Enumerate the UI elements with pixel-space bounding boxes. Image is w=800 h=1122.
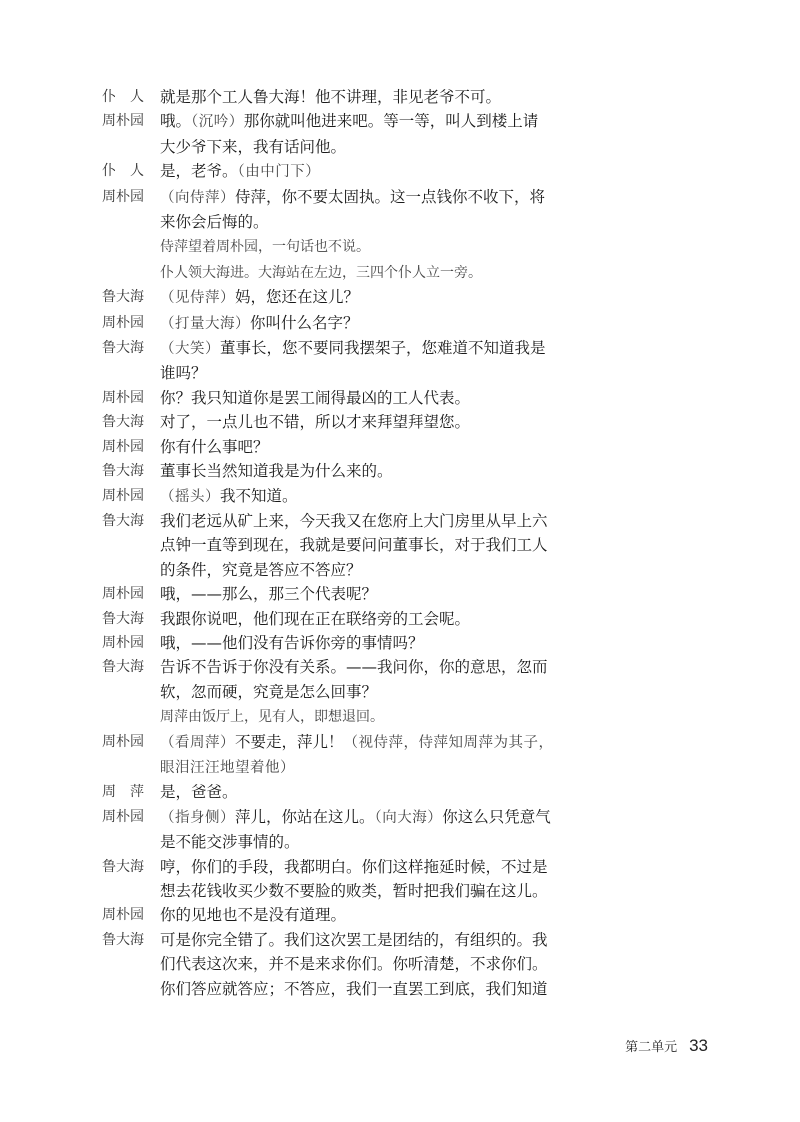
line-text <box>160 509 662 533</box>
speaker-name: 鲁大海 <box>102 610 144 627</box>
script-line <box>102 780 662 804</box>
speaker-name: 周朴园 <box>102 586 144 603</box>
line-text <box>160 311 662 336</box>
script-line <box>102 260 662 285</box>
script-line <box>102 558 662 582</box>
line-text <box>160 582 662 606</box>
script-line <box>102 952 662 976</box>
page-footer <box>625 1036 708 1056</box>
dialogue-text: 你？我只知道你是罢工闹得最凶的工人代表。 <box>160 388 471 407</box>
script-line <box>102 234 662 259</box>
line-text <box>160 655 662 679</box>
line-text <box>160 459 662 483</box>
dialogue-text: 对了，一点儿也不错，所以才来拜望拜望您。 <box>160 413 471 432</box>
dialogue-text: 哦，——他们没有告诉你旁的事情吗？ <box>160 633 424 652</box>
dialogue-text: 点钟一直等到现在，我就是要问问董事长，对于我们工人 <box>160 536 548 555</box>
dialogue-text: 们代表这次来，并不是来求你们。你听清楚，不求你们。 <box>160 955 548 974</box>
script-line <box>102 386 662 410</box>
dialogue-text: 谁吗？ <box>160 364 207 383</box>
script-line <box>102 210 662 234</box>
speaker-name: 周朴园 <box>102 389 144 406</box>
line-text <box>160 928 662 952</box>
line-text <box>160 805 662 830</box>
script-line <box>102 704 662 729</box>
script-line <box>102 879 662 903</box>
page-number: 33 <box>689 1036 708 1055</box>
speaker-name: 鲁大海 <box>102 463 144 480</box>
stage-direction: （向大海） <box>374 809 443 826</box>
script-line <box>102 361 662 385</box>
stage-direction: 侍萍望着周朴园，一句话也不说。 <box>160 239 370 256</box>
line-text <box>160 780 662 804</box>
dialogue-text: 是，老爷。 <box>160 162 238 181</box>
dialogue-text: 是不能交涉事情的。 <box>160 833 300 852</box>
script-line <box>102 805 662 830</box>
dialogue-text: 想去花钱收买少数不要脸的败类，暂时把我们骗在这儿。 <box>160 882 548 900</box>
script-line <box>102 582 662 606</box>
line-text <box>160 484 662 509</box>
script-line <box>102 855 662 879</box>
stage-direction: （打量大海） <box>160 315 250 332</box>
dialogue-text: 你的见地也不是没有道理。 <box>160 906 347 925</box>
line-text <box>160 159 662 184</box>
dialogue-text: 我们老远从矿上来，今天我又在您府上大门房里从早上六 <box>160 511 548 530</box>
script-line <box>102 977 662 1001</box>
stage-direction: （摇头） <box>160 488 220 505</box>
dialogue-text: 告诉不告诉于你没有关系。——我问你，你的意思，忽而 <box>160 658 548 677</box>
line-text <box>160 903 662 927</box>
line-text <box>160 361 662 385</box>
stage-direction: （沉吟） <box>191 114 244 131</box>
dialogue-text: 我跟你说吧，他们现在正在联络旁的工会呢。 <box>160 609 471 628</box>
dialogue-text: 你这么只凭意气 <box>442 807 551 826</box>
dialogue-text: 你叫什么名字？ <box>250 313 359 332</box>
line-text <box>160 410 662 434</box>
script-line <box>102 484 662 509</box>
dialogue-text: 软，忽而硬，究竟是怎么回事？ <box>160 682 378 701</box>
script-line <box>102 435 662 459</box>
dialogue-text: 哦，——那么，那三个代表呢？ <box>160 585 378 604</box>
speaker-name: 周朴园 <box>102 314 144 331</box>
script-line <box>102 135 662 159</box>
stage-direction: （指身侧） <box>160 809 235 826</box>
line-text <box>160 234 662 259</box>
line-text <box>160 704 662 729</box>
line-text <box>160 533 662 557</box>
script-line <box>102 459 662 483</box>
stage-direction: 眼泪汪汪地望着他） <box>160 759 295 776</box>
stage-direction: （见侍萍） <box>160 290 235 307</box>
line-text <box>160 631 662 655</box>
dialogue-text: 哼，你们的手段，我都明白。你们这样拖延时候，不过是 <box>160 857 548 876</box>
line-text <box>160 135 662 159</box>
script-line <box>102 830 662 854</box>
dialogue-text: 妈，您还在这儿？ <box>235 288 360 307</box>
speaker-name: 周 萍 <box>102 784 144 801</box>
script-line <box>102 655 662 679</box>
speaker-name: 周朴园 <box>102 438 144 455</box>
stage-direction: （向侍萍） <box>160 189 235 206</box>
line-text <box>160 855 662 879</box>
script-line <box>102 607 662 631</box>
line-text <box>160 185 662 210</box>
line-text <box>160 879 662 903</box>
speaker-name: 鲁大海 <box>102 858 144 875</box>
dialogue-text: 是，爸爸。 <box>160 783 238 802</box>
dialogue-text: 你有什么事吧？ <box>160 437 269 456</box>
line-text <box>160 85 662 109</box>
script-line <box>102 85 662 109</box>
dialogue-text: 就是那个工人鲁大海！他不讲理，非见老爷不可。 <box>160 88 502 106</box>
line-text <box>160 285 662 310</box>
line-text <box>160 730 662 755</box>
dialogue-text: 侍萍，你不要太固执。这一点钱你不收下，将 <box>235 187 546 206</box>
script-line <box>102 631 662 655</box>
line-text <box>160 952 662 976</box>
unit-label: 第二单元 <box>625 1040 678 1055</box>
dialogue-text: 来你会后悔的。 <box>160 213 269 232</box>
line-text <box>160 558 662 582</box>
script-line <box>102 410 662 434</box>
script-line <box>102 185 662 210</box>
stage-direction: （由中门下） <box>237 164 321 181</box>
speaker-name: 鲁大海 <box>102 414 144 431</box>
script-line <box>102 336 662 361</box>
script-line <box>102 903 662 927</box>
dialogue-text: 可是你完全错了。我们这次罢工是团结的，有组织的。我 <box>160 930 548 949</box>
speaker-name: 鲁大海 <box>102 659 144 676</box>
dialogue-text: 那你就叫他进来吧。等一等，叫人到楼上请 <box>243 112 539 131</box>
speaker-name: 周朴园 <box>102 733 144 750</box>
dialogue-text: 不要走，萍儿！ <box>235 732 344 751</box>
speaker-name: 鲁大海 <box>102 340 144 357</box>
script-line <box>102 109 662 134</box>
line-text <box>160 109 662 134</box>
speaker-name: 鲁大海 <box>102 931 144 948</box>
dialogue-text: 董事长，您不要同我摆架子，您难道不知道我是 <box>220 339 546 358</box>
script-line <box>102 159 662 184</box>
dialogue-text: 哦。 <box>160 112 192 131</box>
speaker-name: 仆 人 <box>102 163 144 180</box>
script-line <box>102 730 662 755</box>
line-text <box>160 977 662 1001</box>
dialogue-text: 我不知道。 <box>220 486 298 505</box>
speaker-name: 周朴园 <box>102 113 144 130</box>
dialogue-text: 大少爷下来，我有话问他。 <box>160 137 347 156</box>
speaker-name: 周朴园 <box>102 808 144 825</box>
dialogue-text: 你们答应就答应；不答应，我们一直罢工到底，我们知道 <box>160 979 548 998</box>
line-text <box>160 386 662 410</box>
line-text <box>160 830 662 854</box>
speaker-name: 周朴园 <box>102 907 144 924</box>
stage-direction: （视侍萍，侍萍知周萍为其子， <box>343 734 554 751</box>
stage-direction: （看周萍） <box>160 734 235 751</box>
line-text <box>160 435 662 459</box>
script-line <box>102 680 662 704</box>
line-text <box>160 336 662 361</box>
line-text <box>160 260 662 285</box>
speaker-name: 周朴园 <box>102 188 144 205</box>
script-line <box>102 533 662 557</box>
line-text <box>160 755 662 780</box>
script-line <box>102 285 662 310</box>
line-text <box>160 607 662 631</box>
line-text <box>160 210 662 234</box>
stage-direction: 周萍由饭厅上，见有人，即想退回。 <box>160 709 384 726</box>
script-line <box>102 509 662 533</box>
script-line <box>102 928 662 952</box>
script-line <box>102 755 662 780</box>
speaker-name: 周朴园 <box>102 487 144 504</box>
speaker-name: 仆 人 <box>102 89 144 105</box>
dialogue-text: 董事长当然知道我是为什么来的。 <box>160 462 393 481</box>
speaker-name: 周朴园 <box>102 634 144 651</box>
stage-direction: 仆人领大海进。大海站在左边，三四个仆人立一旁。 <box>160 264 482 281</box>
speaker-name: 鲁大海 <box>102 512 144 529</box>
script-line <box>102 311 662 336</box>
line-text <box>160 680 662 704</box>
dialogue-text: 的条件，究竟是答应不答应？ <box>160 560 362 579</box>
dialogue-text: 萍儿，你站在这儿。 <box>235 807 375 826</box>
drama-script <box>102 85 662 1001</box>
stage-direction: （大笑） <box>160 341 220 358</box>
speaker-name: 鲁大海 <box>102 289 144 306</box>
